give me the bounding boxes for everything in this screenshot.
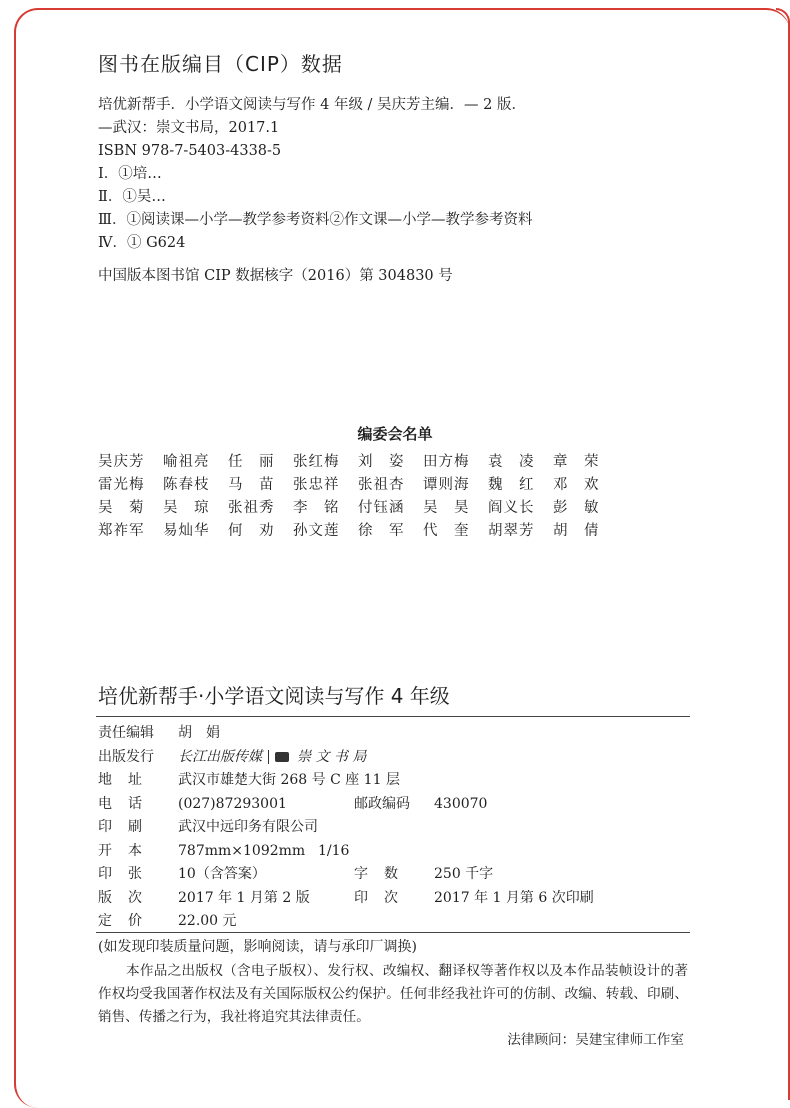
address-row [98,769,594,793]
quality-notice: (如发现印装质量问题，影响阅读，请与承印厂调换) [98,939,417,955]
committee-member: 何 劝 [228,523,275,539]
cip-line: —武汉：崇文书局，2017.1 [98,120,280,136]
format-fold: 1/16 [318,842,350,859]
committee-member: 吴 菊 [98,500,145,516]
committee-member: 邓 欢 [553,477,600,493]
committee-member: 孙文莲 [293,523,340,539]
committee-member: 张忠祥 [293,477,340,493]
cip-record: 中国版本图书馆 CIP 数据核字（2016）第 304830 号 [98,268,453,284]
committee-member: 袁 凌 [488,454,535,470]
sheets-row [98,863,594,887]
postcode-label: 邮政编码 [354,795,410,812]
editor-value: 胡 娟 [178,725,220,741]
publisher-group: 长江出版传媒 [178,748,262,765]
committee-member: 谭则海 [423,477,470,493]
address-label: 地址 [98,772,158,788]
committee-member: 郑祚军 [98,523,145,539]
phone-row [98,793,594,817]
sheets-label: 印张 [98,866,158,882]
legal-counsel: 法律顾问：吴建宝律师工作室 [507,1032,684,1048]
committee-member: 刘 姿 [358,454,405,470]
price-row [98,910,594,934]
publisher-row [98,746,594,770]
committee-member: 吴庆芳 [98,454,145,470]
committee-member: 雷光梅 [98,477,145,493]
committee-member: 吴 琼 [163,500,210,516]
committee-member: 阎义长 [488,500,535,516]
committee-member: 易灿华 [163,523,210,539]
cip-line: Ⅱ．①吴… [98,189,166,205]
publisher-logo [178,746,366,770]
format-label: 开本 [98,842,158,859]
phone-label: 电话 [98,795,158,812]
publisher-label: 出版发行 [98,748,154,765]
page-border-right [776,8,790,1100]
committee-member: 张祖杏 [358,477,405,493]
cip-line: 培优新帮手．小学语文阅读与写作 4 年级 / 吴庆芳主编．— 2 版． [98,97,526,113]
impression-label: 印次 [354,889,414,906]
committee-member: 张祖秀 [228,500,275,516]
committee-member: 田方梅 [423,454,470,470]
edition-value: 2017 年 1 月第 2 版 [178,889,310,906]
phone-value: (027)87293001 [178,795,287,812]
committee-member: 代 奎 [423,523,470,539]
cip-line: Ⅰ．①培… [98,166,162,182]
committee-member: 喻祖亮 [163,454,210,470]
format-value: 787mm×1092mm [178,842,306,859]
printer-row [98,816,594,840]
edition-row [98,887,594,911]
cip-line: ISBN 978-7-5403-4338-5 [98,143,282,159]
committee-member: 任 丽 [228,454,275,470]
copyright-text: 本作品之出版权（含电子版权）、发行权、改编权、翻译权等著作权以及本作品装帧设计的著作权均受我国著作权法及有关国际版权公约保护。任何非经我社许可的仿制、改编、转载、印刷、销售、传播之行为，我社将追究其法律责任。 [98,963,688,1025]
committee-list [98,452,618,541]
committee-member: 陈春枝 [163,477,210,493]
committee-member: 张红梅 [293,454,340,470]
sheets-value: 10（含答案） [178,866,266,882]
committee-member: 章 荣 [553,454,600,470]
format-row [98,840,594,864]
words-value: 250 千字 [434,866,494,882]
impression-value: 2017 年 1 月第 6 次印刷 [434,889,594,906]
printer-value: 武汉中远印务有限公司 [178,819,318,835]
committee-member: 胡 倩 [553,523,600,539]
edition-label: 版次 [98,889,158,906]
committee-member: 魏 红 [488,477,535,493]
address-value: 武汉市雄楚大街 268 号 C 座 11 层 [178,772,400,788]
committee-member: 李 铭 [293,500,340,516]
committee-member: 付钰涵 [358,500,405,516]
price-label: 定价 [98,913,158,929]
committee-title: 编委会名单 [357,425,433,443]
book-title: 培优新帮手·小学语文阅读与写作 4 年级 [98,684,450,708]
cip-heading: 图书在版编目（CIP）数据 [98,52,343,76]
words-label: 字数 [354,866,414,882]
imprint-info [98,722,594,934]
copyright-block [98,960,688,1052]
publisher-house: 崇 文 书 局 [297,748,367,765]
committee-member: 马 苗 [228,477,275,493]
price-value: 22.00 元 [178,913,237,929]
cip-line: Ⅲ．①阅读课—小学—教学参考资料②作文课—小学—教学参考资料 [98,212,533,228]
printer-label: 印刷 [98,819,158,835]
chongwen-logo-icon [275,752,289,762]
divider [96,716,690,717]
committee-member: 胡翠芳 [488,523,535,539]
postcode-value: 430070 [434,795,488,812]
committee-member: 彭 敏 [553,500,600,516]
editor-row [98,722,594,746]
divider [96,932,690,933]
cip-line: Ⅳ．① G624 [98,235,186,251]
committee-member: 徐 军 [358,523,405,539]
committee-member: 吴 昊 [423,500,470,516]
editor-label: 责任编辑 [98,725,154,741]
cip-block [98,94,532,288]
